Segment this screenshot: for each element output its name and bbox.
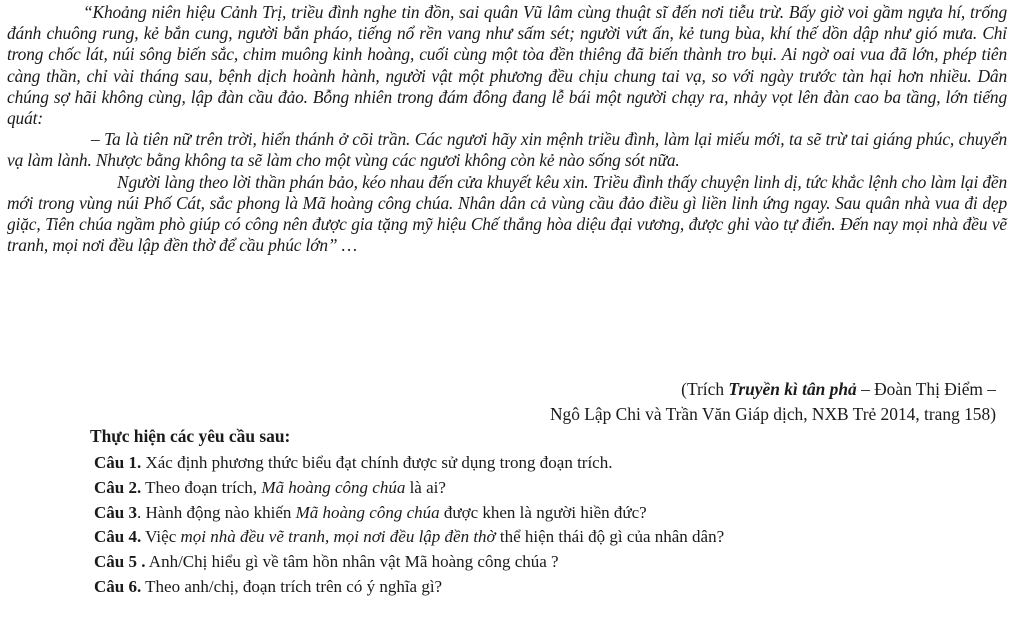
source-citation [356,377,996,427]
question-italic-text: mọi nhà đều vẽ tranh, mọi nơi đều lập đền thờ [180,527,496,547]
question-label: Câu 5 . [94,552,146,572]
citation-author: – Đoàn Thị Điểm – [856,379,996,399]
question-text: được khen là người hiền đức? [439,502,647,522]
question-text: . Hành động nào khiến [136,502,296,522]
question-item [94,575,974,600]
excerpt-passage [7,2,1007,256]
question-label: Câu 1. [94,453,142,472]
question-item [94,525,974,550]
question-label: Câu 4. [94,527,142,547]
question-text: Việc [141,527,181,547]
citation-line-2: Ngô Lập Chi và Trần Văn Giáp dịch, NXB Trẻ 2014, trang 158) [549,404,996,424]
question-italic-text: Mã hoàng công chúa [295,502,440,522]
question-item [94,501,974,526]
tasks-heading: Thực hiện các yêu cầu sau: [90,426,291,446]
citation-prefix: (Trích [681,379,729,399]
question-text: Theo anh/chị, đoạn trích trên có ý nghĩa gì? [141,576,443,596]
passage-paragraph: “Khoảng niên hiệu Cảnh Trị, triều đình nghe tin đồn, sai quân Vũ lâm cùng thuật sĩ đến nơi tiễu trừ. Bấy giờ voi gầm ngựa hí, trống đánh chuông rung, kẻ bắn cung, người bắn pháo, tiếng nổ rền vang như sấm sét; người vứt ấn, kẻ tung bùa, khí thế dồn dập như gió mưa. Chỉ trong chốc lát, núi sông biến sắc, chim muông kinh hoàng, cuối cùng một tòa đền thiêng đã biến thành tro bụi. Ai ngờ oai vua đã lớn, phép tiên càng thần, chỉ vài tháng sau, bệnh dịch hoành hành, người vật một phương đều chịu chung tai vạ, so với ngày trước tàn hại hơn nhiều. Dân chúng sợ hãi không cùng, lập đàn cầu đảo. Bỗng nhiên trong đám đông đang lễ bái một người chạy ra, nhảy vọt lên đàn cao ba tầng, lớn tiếng quát: [7,2,1007,129]
question-text: thể hiện thái độ gì của nhân dân? [495,527,725,547]
question-list [94,451,974,600]
question-label: Câu 6. [94,576,142,596]
question-italic-text: Mã hoàng công chúa [261,477,406,497]
book-title: Truyền kì tân phả [728,379,857,399]
question-item [94,451,974,476]
question-label: Câu 2. [94,477,142,497]
question-item [94,476,974,501]
question-text: Theo đoạn trích, [141,477,262,497]
question-text: Xác định phương thức biểu đạt chính được sử dụng trong đoạn trích. [141,453,613,472]
citation-line-1 [356,377,996,402]
question-item [94,550,974,575]
question-label: Câu 3 [94,502,137,522]
question-text: Anh/Chị hiểu gì về tâm hồn nhân vật Mã hoàng công chúa ? [145,552,559,572]
passage-paragraph: – Ta là tiên nữ trên trời, hiển thánh ở cõi trần. Các ngươi hãy xin mệnh triều đình, làm lại miếu mới, ta sẽ trừ tai giáng phúc, chuyển vạ làm lành. Nhược bằng không ta sẽ làm cho một vùng các ngươi không còn kẻ nào sống sót nữa. [7,129,1007,171]
question-text: là ai? [405,477,446,497]
passage-paragraph: Người làng theo lời thần phán bảo, kéo nhau đến cửa khuyết kêu xin. Triều đình thấy chuyện linh dị, tức khắc lệnh cho làm lại đền mới trong vùng núi Phố Cát, sắc phong là Mã hoàng công chúa. Nhân dân cả vùng cầu đảo điều gì liền linh ứng ngay. Sau quân nhà vua đi dẹp giặc, Tiên chúa ngầm phò giúp có công nên được gia tặng mỹ hiệu Chế thắng hòa diệu đại vương, được ghi vào tự điển. Đến nay mọi nhà đều vẽ tranh, mọi nơi đều lập đền thờ để cầu phúc lớn” … [7,171,1007,256]
